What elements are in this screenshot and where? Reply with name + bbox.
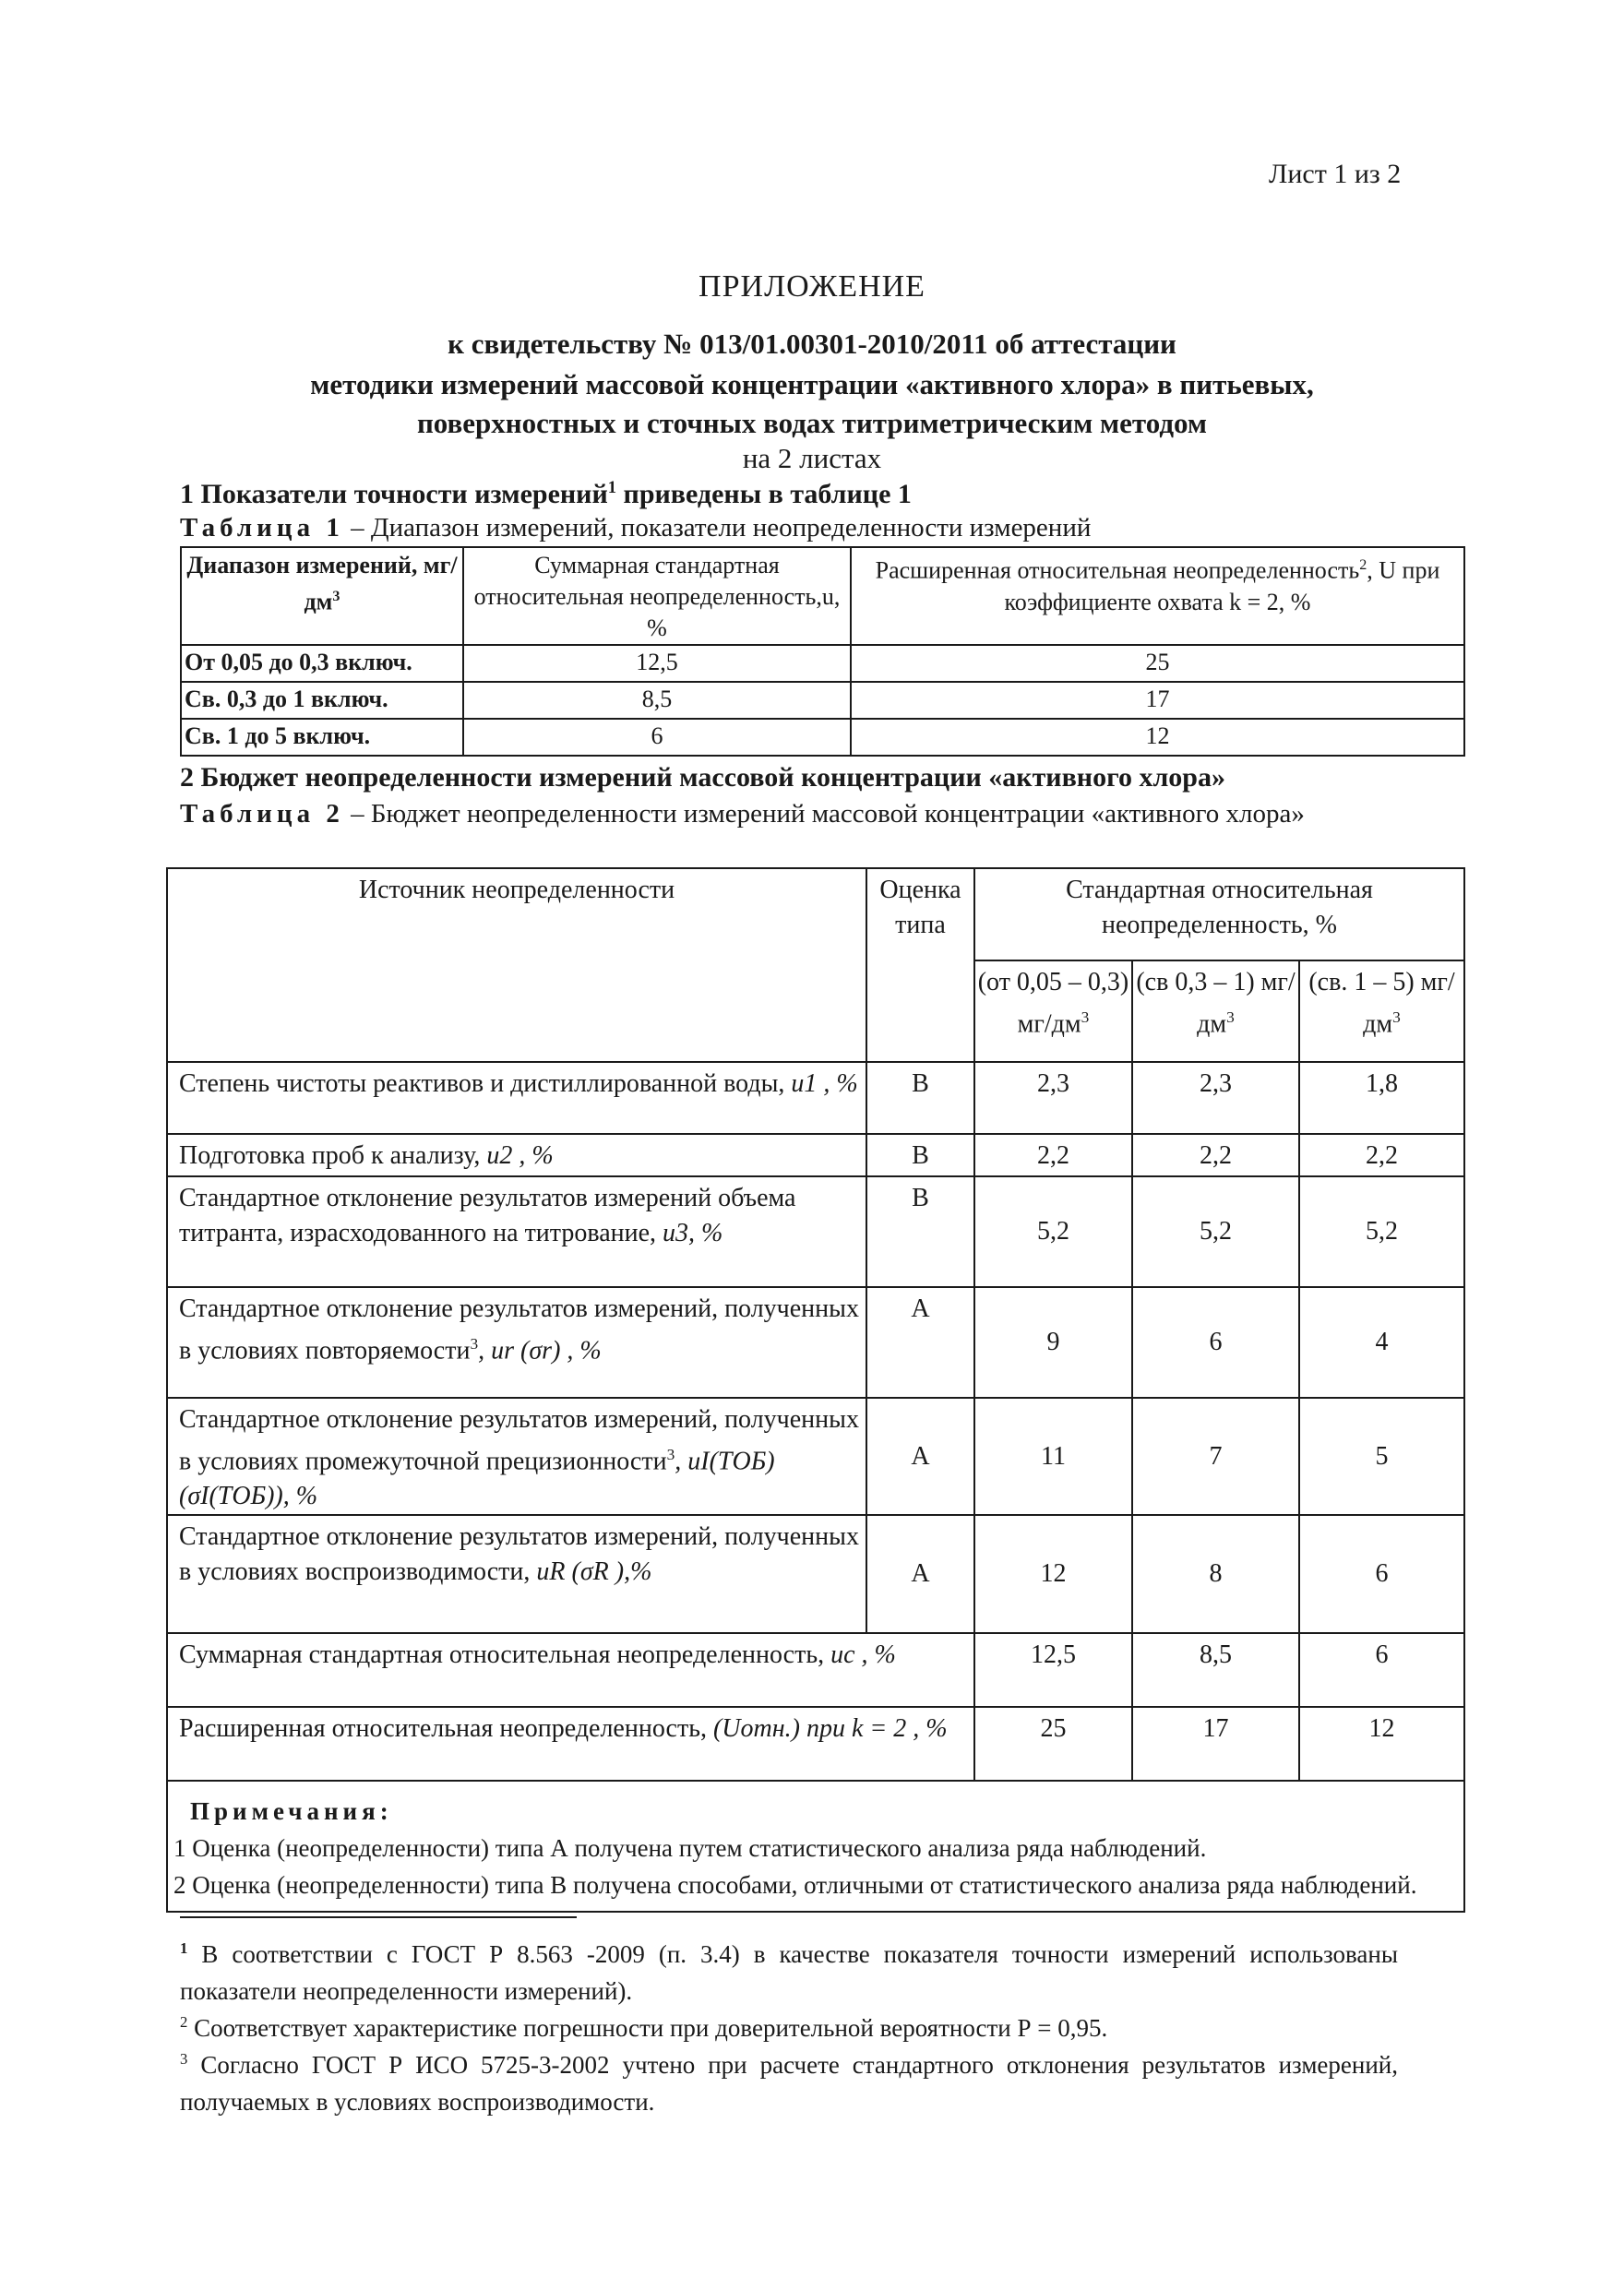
page-title: ПРИЛОЖЕНИЕ: [699, 269, 925, 304]
sheet-number: Лист 1 из 2: [1269, 159, 1402, 189]
t2-value: 5,2: [974, 1176, 1132, 1287]
t2-source: Стандартное отклонение результатов измерений объема титранта, израсходованного на титрование, u3, %: [167, 1176, 866, 1287]
certificate-line: к свидетельству № 013/01.00301-2010/2011 об аттестации: [448, 328, 1176, 360]
t1-range: От 0,05 до 0,3 включ.: [181, 645, 463, 682]
note-item: 2 Оценка (неопределенности) типа В получена способами, отличными от статистического анализа ряда наблюдений.: [173, 1871, 1417, 1900]
t2-header-type: Оценка типа: [866, 868, 974, 1062]
t2-value: 5,2: [1132, 1176, 1299, 1287]
note-item: 1 Оценка (неопределенности) типа А получена путем статистического анализа ряда наблюдений.: [173, 1834, 1207, 1863]
t2-summary-label: Суммарная стандартная относительная неопределенность, uc , %: [167, 1633, 974, 1707]
footnote: $^1$ В соответствии с ГОСТ Р 8.563 -2009 (п. 3.4) в качестве показателя точности измерений использованы показатели неопределенности измерений).: [180, 1939, 1398, 2005]
t2-value: 5,2: [1299, 1176, 1464, 1287]
t1-header-exp: Расширенная относительная неопределенность$^2$, U при коэффициенте охвата k = 2, %: [851, 547, 1464, 645]
t2-value: 2,3: [1132, 1062, 1299, 1134]
t2-value: 11: [974, 1398, 1132, 1515]
table-1: [180, 546, 1465, 757]
table-row: [167, 1398, 1464, 1515]
t2-header-std: Стандартная относительная неопределенность, %: [974, 868, 1464, 960]
t2-source: Стандартное отклонение результатов измерений, полученных в условиях промежуточной прецизионности$^3$, uI(ТОБ) (σI(ТОБ)), %: [167, 1398, 866, 1515]
t2-value: 4: [1299, 1287, 1464, 1398]
t2-header-range-3: (св. 1 – 5) $мг/дм^3$: [1299, 960, 1464, 1062]
t1-header-std: Суммарная стандартная относительная неопределенность,u, %: [463, 547, 851, 645]
table-notes: [167, 1781, 1464, 1912]
t1-U: 17: [851, 682, 1464, 719]
t2-value: 5: [1299, 1398, 1464, 1515]
t2-value: 2,2: [1132, 1134, 1299, 1176]
table-1-header-row: [181, 547, 1464, 645]
t2-value: 12,5: [974, 1633, 1132, 1707]
table-row: [167, 1062, 1464, 1134]
table-2-caption: Таблица 2 – Бюджет неопределенности измерений массовой концентрации «активного хлора»: [180, 799, 1305, 829]
table-1-caption: Таблица 1 – Диапазон измерений, показатели неопределенности измерений: [180, 513, 1092, 543]
t2-value: 9: [974, 1287, 1132, 1398]
t2-value: 8: [1132, 1515, 1299, 1633]
sheets-count: на 2 листах: [742, 442, 882, 474]
table-row: [167, 1515, 1464, 1633]
t2-type: В: [866, 1134, 974, 1176]
t2-header-range-2: (св 0,3 – 1) $мг/дм^3$: [1132, 960, 1299, 1062]
t2-value: 2,3: [974, 1062, 1132, 1134]
footnote: $^3$ Согласно ГОСТ Р ИСО 5725-3-2002 учтено при расчете стандартного отклонения результатов измерений, получаемых в условиях воспроизводимости.: [180, 2050, 1398, 2116]
table-row: [167, 1176, 1464, 1287]
t2-source: Степень чистоты реактивов и дистиллированной воды, u1 , %: [167, 1062, 866, 1134]
table-row: [181, 719, 1464, 756]
t1-U: 25: [851, 645, 1464, 682]
t2-source: Стандартное отклонение результатов измерений, полученных в условиях воспроизводимости, uR (σR ),%: [167, 1515, 866, 1633]
t1-u: 6: [463, 719, 851, 756]
t2-value: 12: [1299, 1707, 1464, 1781]
table-summary-row: [167, 1707, 1464, 1781]
t2-value: 25: [974, 1707, 1132, 1781]
t2-summary-label: Расширенная относительная неопределенность, (Uотн.) при k = 2 , %: [167, 1707, 974, 1781]
section-2-heading: 2 Бюджет неопределенности измерений массовой концентрации «активного хлора»: [180, 762, 1225, 793]
t2-value: 7: [1132, 1398, 1299, 1515]
t2-value: 6: [1299, 1515, 1464, 1633]
t2-value: 1,8: [1299, 1062, 1464, 1134]
t1-range: Св. 1 до 5 включ.: [181, 719, 463, 756]
t2-value: 8,5: [1132, 1633, 1299, 1707]
t2-value: 12: [974, 1515, 1132, 1633]
t2-type: А: [866, 1287, 974, 1398]
t1-header-range: Диапазон измерений, $мг/дм^3$: [181, 547, 463, 645]
table-row: [181, 682, 1464, 719]
t2-value: 6: [1132, 1287, 1299, 1398]
table-row: [167, 1134, 1464, 1176]
t1-U: 12: [851, 719, 1464, 756]
t2-type: А: [866, 1515, 974, 1633]
t2-value: 17: [1132, 1707, 1299, 1781]
footnote-divider: [180, 1916, 577, 1918]
t2-value: 2,2: [1299, 1134, 1464, 1176]
t2-value: 6: [1299, 1633, 1464, 1707]
method-line-2: поверхностных и сточных водах титриметрическим методом: [416, 407, 1208, 439]
method-line-1: методики измерений массовой концентрации «активного хлора» в питьевых,: [310, 368, 1314, 400]
t2-type: В: [866, 1062, 974, 1134]
table-summary-row: [167, 1633, 1464, 1707]
footnote: $^2$ Соответствует характеристике погрешности при доверительной вероятности Р = 0,95.: [180, 2013, 1108, 2042]
section-1-heading: 1 Показатели точности измерений$^1$ приведены в таблице 1: [180, 478, 912, 509]
table-row: [181, 645, 1464, 682]
t2-source: Стандартное отклонение результатов измерений, полученных в условиях повторяемости$^3$, ur (σr) , %: [167, 1287, 866, 1398]
t2-source: Подготовка проб к анализу, u2 , %: [167, 1134, 866, 1176]
t2-type: В: [866, 1176, 974, 1287]
t1-range: Св. 0,3 до 1 включ.: [181, 682, 463, 719]
t2-header-source: Источник неопределенности: [167, 868, 866, 1062]
t1-u: 12,5: [463, 645, 851, 682]
t2-value: 2,2: [974, 1134, 1132, 1176]
table-row: [167, 1287, 1464, 1398]
table-2: [166, 867, 1465, 1913]
t2-header-range-1: (от 0,05 – 0,3) $мг/дм^3$: [974, 960, 1132, 1062]
t2-type: А: [866, 1398, 974, 1515]
t1-u: 8,5: [463, 682, 851, 719]
table-2-header-row: [167, 868, 1464, 960]
notes-title: Примечания:: [190, 1797, 393, 1826]
table-notes-row: [167, 1781, 1464, 1912]
